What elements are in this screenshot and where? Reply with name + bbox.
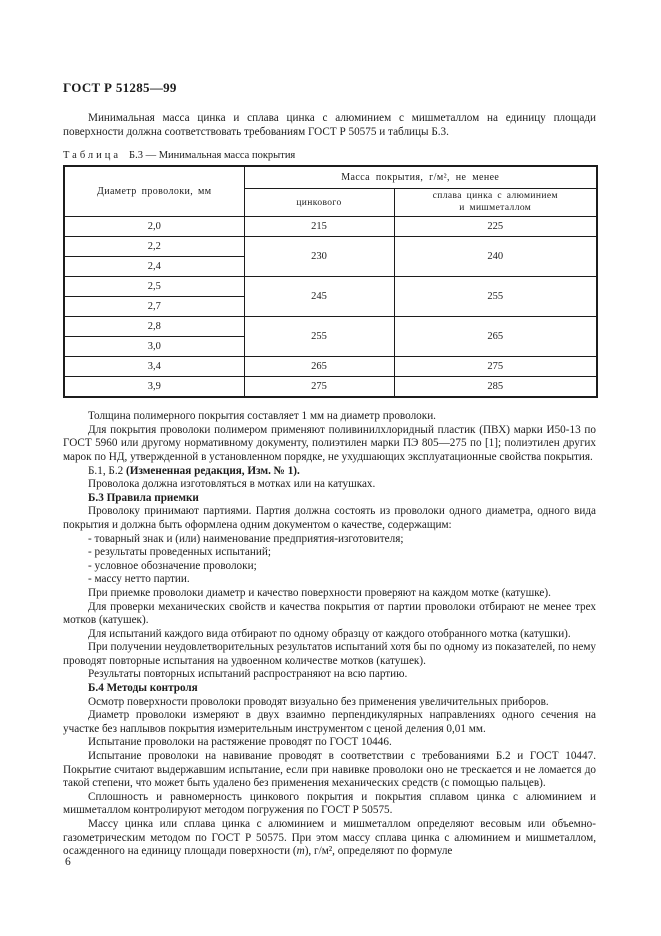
table-header-row-1 [64, 166, 597, 189]
diameter-cell: 3,4 [64, 357, 244, 377]
paragraph: Испытание проволоки на растяжение проводят по ГОСТ 10446. [88, 736, 392, 749]
paragraph: Диаметр проволоки измеряют в двух взаимно перпендикулярных направлениях одного сечения на участке без наплывов покрытия измерительным инструментом с ценой деления 0,01 мм. [63, 709, 596, 735]
table-row [64, 237, 597, 257]
diameter-cell: 3,9 [64, 377, 244, 398]
alloy-mass-cell: 275 [394, 357, 597, 377]
list-item: - товарный знак и (или) наименование предприятия-изготовителя; [88, 532, 404, 545]
list-item: - условное обозначение проволоки; [88, 559, 257, 572]
amendment-prefix: Б.1, Б.2 [88, 464, 127, 477]
alloy-subheader [394, 189, 597, 217]
diameter-column-header: Диаметр проволоки, мм [64, 166, 244, 217]
paragraph: Для испытаний каждого вида отбирают по одному образцу от каждого отобранного мотка (катушки). [88, 627, 571, 640]
doc-code-header: ГОСТ Р 51285—99 [63, 80, 177, 95]
amendment-note: (Измененная редакция, Изм. № 1). [126, 464, 300, 477]
paragraph: Проволока должна изготовляться в мотках или на катушках. [88, 478, 376, 491]
paragraph: Испытание проволоки на навивание проводят в соответствии с требованиями Б.2 и ГОСТ 10447. Покрытие считают выдержавшим испытание, если при навивке проволоки оно не трескается и не ломается до такой степени, что может быть удалено без применения механических средств (с помощью пальцев). [63, 750, 596, 790]
mass-span-header: Масса покрытия, г/м², не менее [244, 166, 597, 189]
paragraph: При получении неудовлетворительных результатов испытаний хотя бы по одному из показателей, по нему проводят повторные испытания на удвоенном количестве мотков (катушек). [63, 641, 596, 667]
zinc-mass-cell: 255 [244, 317, 394, 357]
table-row [64, 317, 597, 337]
zinc-mass-cell: 245 [244, 277, 394, 317]
formula-paragraph-part2: ), г/м², определяют по формуле [304, 845, 453, 858]
body-text [63, 410, 596, 859]
formula-paragraph-part1: Массу цинка или сплава цинка с алюминием и мишметаллом определяют весовым или объемно-газометрическим методом по ГОСТ Р 50575. При этом массу сплава цинка с алюминием и мишметаллом, осажденного на единицу площади поверхности ( [63, 818, 596, 858]
paragraph [63, 818, 596, 859]
alloy-subheader-line2: и мишметаллом [459, 202, 532, 213]
zinc-mass-cell: 230 [244, 237, 394, 277]
paragraph: Сплошность и равномерность цинкового покрытия и покрытия сплавом цинка с алюминием и мишметаллом контролируют методом погружения по ГОСТ Р 50575. [63, 790, 596, 817]
alloy-mass-cell: 255 [394, 277, 597, 317]
list-item: - массу нетто партии. [88, 573, 190, 586]
table-caption [63, 150, 596, 161]
zinc-mass-cell: 215 [244, 217, 394, 237]
table-row [64, 357, 597, 377]
page-content [63, 80, 596, 859]
paragraph: При приемке проволоки диаметр и качество поверхности проверяют на каждом мотке (катушке). [88, 586, 551, 599]
zinc-mass-cell: 275 [244, 377, 394, 398]
table-row [64, 377, 597, 398]
formula-variable-m: m [296, 845, 305, 858]
page-number: 6 [65, 856, 71, 868]
table-row [64, 277, 597, 297]
alloy-subheader-line1: сплава цинка с алюминием [432, 191, 558, 202]
list-item: - результаты проведенных испытаний; [88, 546, 271, 559]
diameter-cell: 2,0 [64, 217, 244, 237]
paragraph: Результаты повторных испытаний распространяют на всю партию. [88, 668, 408, 681]
zinc-mass-cell: 265 [244, 357, 394, 377]
alloy-mass-cell: 240 [394, 237, 597, 277]
coating-mass-table [63, 165, 598, 398]
diameter-cell: 2,2 [64, 237, 244, 257]
table-caption-text: Б.3 — Минимальная масса покрытия [129, 150, 296, 162]
alloy-mass-cell: 265 [394, 317, 597, 357]
diameter-cell: 3,0 [64, 337, 244, 357]
paragraph: Для покрытия проволоки полимером применяют поливинилхлоридный пластик (ПВХ) марки И50-13 по ГОСТ 5960 или другому нормативному документу, полиэтилен марки ПЭ 805—275 по [1]; полиэтилен других марок по НД, утвержденной в установленном порядке, не ухудшающих эксплуатационные свойства покрытия. [63, 423, 596, 463]
section-heading: Б.4 Методы контроля [88, 682, 198, 695]
paragraph: Толщина полимерного покрытия составляет 1 мм на диаметр проволоки. [88, 410, 436, 423]
paragraph: Осмотр поверхности проволоки проводят визуально без применения увеличительных приборов. [88, 695, 549, 708]
table-row [64, 217, 597, 237]
diameter-cell: 2,8 [64, 317, 244, 337]
alloy-mass-cell: 225 [394, 217, 597, 237]
paragraph: Для проверки механических свойств и качества покрытия от партии проволоки отбирают не менее трех мотков (катушек). [63, 600, 596, 627]
intro-paragraph: Минимальная масса цинка и сплава цинка с алюминием с мишметаллом на единицу площади поверхности должна соответствовать требованиям ГОСТ Р 50575 и таблицы Б.3. [63, 112, 596, 138]
diameter-cell: 2,7 [64, 297, 244, 317]
alloy-mass-cell: 285 [394, 377, 597, 398]
section-heading: Б.3 Правила приемки [88, 491, 199, 504]
diameter-cell: 2,4 [64, 257, 244, 277]
zinc-subheader: цинкового [244, 189, 394, 217]
table-caption-label: Таблица [63, 150, 122, 162]
paragraph: Проволоку принимают партиями. Партия должна состоять из проволоки одного диаметра, одного вида покрытия и должна быть оформлена одним документом о качестве, содержащим: [63, 505, 596, 531]
diameter-cell: 2,5 [64, 277, 244, 297]
paragraph [63, 465, 596, 479]
